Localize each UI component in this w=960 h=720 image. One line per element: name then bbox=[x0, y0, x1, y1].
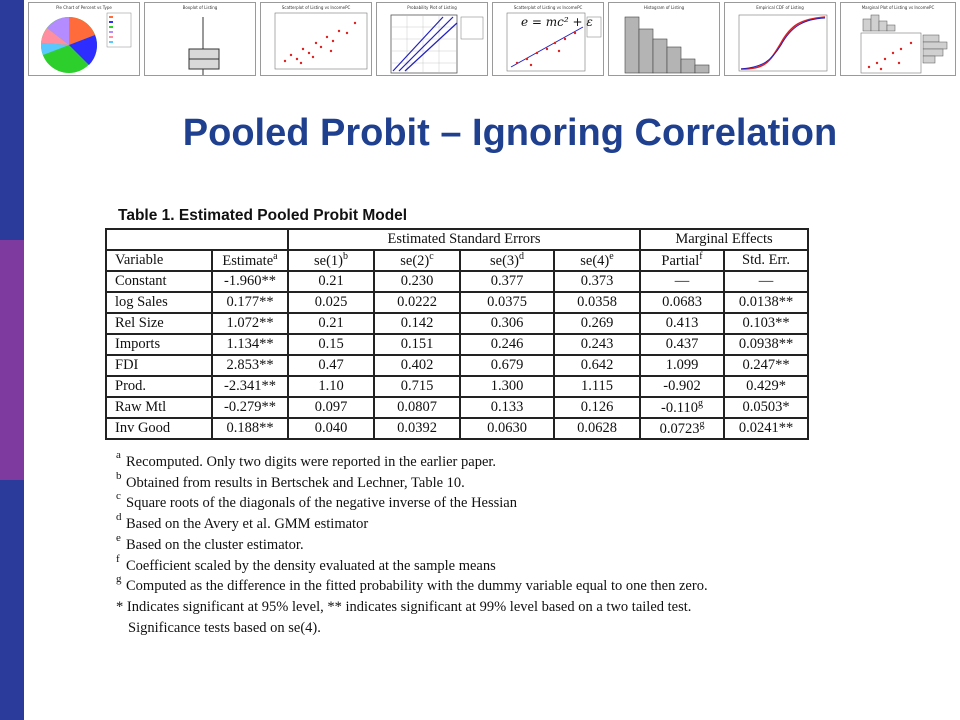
table-cell bbox=[724, 313, 808, 334]
footnote-f bbox=[116, 552, 708, 577]
cell-value: 1.10 bbox=[318, 378, 344, 394]
cell-value: 0.0683 bbox=[662, 294, 702, 310]
footnote-marker: c bbox=[116, 490, 121, 503]
cell-value: 0.097 bbox=[314, 399, 348, 415]
cell-value: 0.0807 bbox=[397, 399, 437, 415]
cell-value: 0.188** bbox=[226, 420, 274, 436]
footnote-marker: c bbox=[429, 251, 434, 263]
table-cell bbox=[640, 355, 724, 376]
cell-value: 1.300 bbox=[490, 378, 524, 394]
row-variable-name bbox=[106, 334, 212, 355]
thumbnail-marginal-plot bbox=[840, 2, 956, 76]
column-header-label: Partial bbox=[661, 252, 700, 269]
cell-value: 0.025 bbox=[314, 294, 348, 310]
row-variable-name bbox=[106, 271, 212, 292]
group-header-standard-errors: Estimated Standard Errors bbox=[288, 229, 640, 250]
cdf-icon bbox=[725, 3, 836, 76]
table-cell bbox=[374, 334, 460, 355]
accent-segment-bottom bbox=[0, 480, 24, 720]
table-cell bbox=[640, 334, 724, 355]
significance-note: * Indicates significant at 95% level, ** indicates significant at 99% level based on a two tailed test. bbox=[116, 598, 692, 615]
cell-value: 0.133 bbox=[490, 399, 524, 415]
column-header-label: se(1) bbox=[314, 252, 343, 269]
cell-value: 0.642 bbox=[580, 357, 614, 373]
cell-value: 0.413 bbox=[665, 315, 699, 331]
table-cell bbox=[212, 397, 288, 418]
footnote-c bbox=[116, 490, 708, 514]
table-cell bbox=[554, 271, 640, 292]
table-row bbox=[106, 397, 808, 418]
thumbnail-title: Probability Plot of Listing bbox=[407, 5, 457, 10]
footnote-e bbox=[116, 531, 708, 556]
cell-value: 0.0503* bbox=[742, 399, 790, 415]
footnote-marker: f bbox=[699, 251, 703, 263]
thumbnail-title: Scatterplot of Listing vs IncomePC bbox=[281, 5, 351, 10]
column-header-partial bbox=[640, 250, 724, 271]
table-row bbox=[106, 418, 808, 439]
footnote-g bbox=[116, 573, 708, 597]
table-cell bbox=[460, 271, 554, 292]
table-cell bbox=[554, 397, 640, 418]
cell-value: 0.0392 bbox=[397, 420, 437, 436]
table-group-header-row bbox=[106, 229, 808, 250]
footnote-marker: a bbox=[273, 251, 278, 263]
table-cell bbox=[724, 418, 808, 439]
formula-scatter-icon bbox=[493, 3, 604, 76]
cell-value: log Sales bbox=[115, 294, 168, 310]
cell-value: 0.0628 bbox=[577, 420, 617, 436]
table-cell bbox=[554, 376, 640, 397]
footnote-marker: e bbox=[116, 531, 121, 544]
cell-value: 0.47 bbox=[318, 357, 344, 373]
table-row bbox=[106, 271, 808, 292]
cell-value: 0.0241** bbox=[738, 420, 794, 436]
table-cell bbox=[460, 397, 554, 418]
footnote-text: Obtained from results in Bertschek and Lechner, Table 10. bbox=[126, 474, 465, 491]
cell-value: -0.279** bbox=[224, 399, 276, 415]
scatter-icon bbox=[261, 3, 372, 76]
table-cell bbox=[212, 376, 288, 397]
table-cell bbox=[460, 376, 554, 397]
table-cell bbox=[212, 271, 288, 292]
footnote-a bbox=[116, 449, 708, 473]
table-cell bbox=[212, 418, 288, 439]
cell-value: -0.902 bbox=[663, 378, 701, 394]
table-cell bbox=[374, 397, 460, 418]
row-variable-name bbox=[106, 355, 212, 376]
significance-note-continued: Significance tests based on se(4). bbox=[128, 619, 321, 636]
table-cell bbox=[640, 292, 724, 313]
accent-segment-middle bbox=[0, 240, 24, 480]
marginal-plot-icon bbox=[841, 3, 956, 76]
cell-value: 0.151 bbox=[400, 336, 434, 352]
table-cell bbox=[724, 397, 808, 418]
column-header-std-err bbox=[724, 250, 808, 271]
row-variable-name bbox=[106, 292, 212, 313]
footnote-text: Coefficient scaled by the density evaluated at the sample means bbox=[126, 557, 496, 574]
cell-value: 0.103** bbox=[742, 315, 790, 331]
footnote-marker: f bbox=[116, 552, 120, 565]
thumbnail-title: Pie Chart of Percent vs Type bbox=[56, 5, 112, 10]
footnotes bbox=[116, 449, 708, 638]
cell-value: 0.0222 bbox=[397, 294, 437, 310]
cell-value: 0.21 bbox=[318, 315, 344, 331]
table-cell bbox=[554, 355, 640, 376]
column-header-label: Std. Err. bbox=[742, 252, 790, 268]
cell-value: — bbox=[758, 273, 774, 289]
table-cell bbox=[724, 292, 808, 313]
cell-value: 0.177** bbox=[226, 294, 274, 310]
thumbnail-title: Empirical CDF of Listing bbox=[756, 5, 804, 10]
table-cell bbox=[374, 376, 460, 397]
row-variable-name bbox=[106, 418, 212, 439]
cell-value: 0.21 bbox=[318, 273, 344, 289]
cell-value: 2.853** bbox=[226, 357, 274, 373]
cell-value: 0.437 bbox=[665, 336, 699, 352]
table-cell bbox=[374, 313, 460, 334]
table-cell bbox=[460, 313, 554, 334]
footnote-text: Recomputed. Only two digits were reported in the earlier paper. bbox=[126, 454, 497, 470]
table-caption: Table 1. Estimated Pooled Probit Model bbox=[118, 207, 408, 224]
cell-value: 0.377 bbox=[490, 273, 524, 289]
thumbnail-boxplot bbox=[144, 2, 256, 76]
cell-value: -1.960** bbox=[224, 273, 276, 289]
boxplot-icon bbox=[145, 3, 256, 76]
cell-value: Prod. bbox=[115, 378, 147, 394]
table-cell bbox=[288, 355, 374, 376]
cell-value: 0.715 bbox=[400, 378, 434, 394]
cell-value: Rel Size bbox=[115, 315, 164, 331]
estimates-table bbox=[105, 228, 809, 440]
column-header-se-3 bbox=[460, 250, 554, 271]
table-cell bbox=[460, 418, 554, 439]
cell-value: 1.072** bbox=[226, 315, 274, 331]
cell-value: 0.243 bbox=[580, 336, 614, 352]
cell-value: 0.679 bbox=[490, 357, 524, 373]
cell-value: FDI bbox=[115, 357, 139, 373]
column-header-label: Variable bbox=[115, 252, 164, 268]
footnote-marker: g bbox=[697, 398, 703, 410]
cell-value: 1.134** bbox=[226, 336, 274, 352]
left-accent-bar bbox=[0, 0, 24, 720]
footnote-b bbox=[116, 469, 708, 494]
table-cell bbox=[640, 313, 724, 334]
thumbnail-formula: e = mc² + ε bbox=[521, 15, 593, 29]
column-header-se-4 bbox=[554, 250, 640, 271]
cell-value: 0.040 bbox=[314, 420, 348, 436]
table-cell bbox=[640, 397, 724, 418]
cell-value: -2.341** bbox=[224, 378, 276, 394]
thumbnail-title: Histogram of Listing bbox=[643, 5, 685, 10]
thumbnail-empirical-cdf bbox=[724, 2, 836, 76]
table-cell bbox=[640, 418, 724, 439]
cell-value: — bbox=[674, 273, 690, 289]
table-cell bbox=[460, 334, 554, 355]
table-cell bbox=[212, 292, 288, 313]
cell-value: 0.0723 bbox=[659, 420, 700, 437]
footnote-text: Based on the Avery et al. GMM estimator bbox=[126, 516, 369, 533]
table-header-row bbox=[106, 250, 808, 271]
group-header-marginal-effects: Marginal Effects bbox=[640, 229, 808, 250]
thumbnail-title: Boxplot of Listing bbox=[182, 5, 218, 10]
cell-value: 0.0138** bbox=[738, 294, 794, 310]
table-cell bbox=[288, 313, 374, 334]
table-cell bbox=[288, 271, 374, 292]
footnote-marker: b bbox=[343, 251, 348, 263]
cell-value: 1.099 bbox=[665, 357, 699, 373]
table-row bbox=[106, 334, 808, 355]
footnote-text: Square roots of the diagonals of the negative inverse of the Hessian bbox=[126, 495, 517, 512]
table-cell bbox=[554, 334, 640, 355]
table-cell bbox=[374, 271, 460, 292]
cell-value: Imports bbox=[115, 336, 161, 352]
pie-chart-icon bbox=[29, 3, 140, 76]
cell-value: 0.429* bbox=[746, 378, 786, 394]
group-header-blank bbox=[106, 229, 288, 250]
thumbnail-histogram bbox=[608, 2, 720, 76]
footnote-marker: g bbox=[116, 573, 122, 586]
footnote-text: Computed as the difference in the fitted probability with the dummy variable equal to one then zero. bbox=[126, 578, 708, 595]
table-row bbox=[106, 292, 808, 313]
thumbnail-strip bbox=[24, 0, 960, 80]
cell-value: 0.126 bbox=[580, 399, 614, 415]
column-header-estimate bbox=[212, 250, 288, 271]
footnote-marker: b bbox=[116, 469, 122, 482]
column-header-label: Estimate bbox=[222, 252, 274, 269]
footnote-marker: d bbox=[519, 251, 524, 263]
thumbnail-pie-chart bbox=[28, 2, 140, 76]
table-cell bbox=[374, 292, 460, 313]
histogram-icon bbox=[609, 3, 720, 76]
table-cell bbox=[460, 292, 554, 313]
cell-value: 0.269 bbox=[580, 315, 614, 331]
cell-value: 0.0358 bbox=[577, 294, 617, 310]
thumbnail-probability-plot bbox=[376, 2, 488, 76]
table-cell bbox=[374, 355, 460, 376]
thumbnail-formula-scatter bbox=[492, 2, 604, 76]
thumbnail-scatterplot bbox=[260, 2, 372, 76]
footnote-marker: g bbox=[699, 419, 705, 431]
thumbnail-title: Scatterplot of Listing vs IncomePC bbox=[513, 5, 583, 10]
table-row bbox=[106, 355, 808, 376]
footnote-marker: e bbox=[609, 251, 614, 263]
table-cell bbox=[640, 271, 724, 292]
footnote-d bbox=[116, 511, 708, 535]
column-header-label: se(3) bbox=[490, 252, 519, 269]
cell-value: 0.0375 bbox=[487, 294, 527, 310]
cell-value: Inv Good bbox=[115, 420, 171, 436]
cell-value: Constant bbox=[115, 273, 167, 289]
footnote-marker: d bbox=[116, 511, 122, 524]
table-cell bbox=[374, 418, 460, 439]
cell-value: 0.247** bbox=[742, 357, 790, 373]
slide-title: Pooled Probit – Ignoring Correlation bbox=[182, 112, 838, 154]
cell-value: 0.402 bbox=[400, 357, 434, 373]
probability-plot-icon bbox=[377, 3, 488, 76]
cell-value: 0.373 bbox=[580, 273, 614, 289]
table-row bbox=[106, 376, 808, 397]
column-header-variable bbox=[106, 250, 212, 271]
table-cell bbox=[554, 418, 640, 439]
table-cell bbox=[724, 334, 808, 355]
cell-value: -0.110 bbox=[661, 399, 698, 416]
table-cell bbox=[554, 313, 640, 334]
table-cell bbox=[212, 313, 288, 334]
thumbnail-title: Marginal Plot of Listing vs IncomePC bbox=[861, 5, 935, 10]
table-cell bbox=[212, 355, 288, 376]
cell-value: 0.0938** bbox=[738, 336, 794, 352]
table-cell bbox=[288, 418, 374, 439]
cell-value: 0.0630 bbox=[487, 420, 527, 436]
table-cell bbox=[288, 397, 374, 418]
table-cell bbox=[640, 376, 724, 397]
column-header-label: se(4) bbox=[580, 252, 610, 269]
cell-value: 0.15 bbox=[318, 336, 344, 352]
row-variable-name bbox=[106, 397, 212, 418]
cell-value: Raw Mtl bbox=[115, 399, 167, 415]
table-cell bbox=[724, 355, 808, 376]
row-variable-name bbox=[106, 313, 212, 334]
table-cell bbox=[460, 355, 554, 376]
cell-value: 1.115 bbox=[580, 378, 614, 394]
table-cell bbox=[724, 271, 808, 292]
table-cell bbox=[212, 334, 288, 355]
cell-value: 0.246 bbox=[490, 336, 524, 352]
table-cell bbox=[288, 376, 374, 397]
footnote-marker: a bbox=[116, 449, 121, 461]
table-cell bbox=[288, 334, 374, 355]
table-cell bbox=[288, 292, 374, 313]
column-header-label: se(2) bbox=[400, 252, 430, 269]
table-row bbox=[106, 313, 808, 334]
row-variable-name bbox=[106, 376, 212, 397]
cell-value: 0.142 bbox=[400, 315, 434, 331]
footnote-text: Based on the cluster estimator. bbox=[126, 536, 304, 553]
table-cell bbox=[554, 292, 640, 313]
column-header-se-1 bbox=[288, 250, 374, 271]
cell-value: 0.306 bbox=[490, 315, 524, 331]
column-header-se-2 bbox=[374, 250, 460, 271]
table-cell bbox=[724, 376, 808, 397]
cell-value: 0.230 bbox=[400, 273, 434, 289]
